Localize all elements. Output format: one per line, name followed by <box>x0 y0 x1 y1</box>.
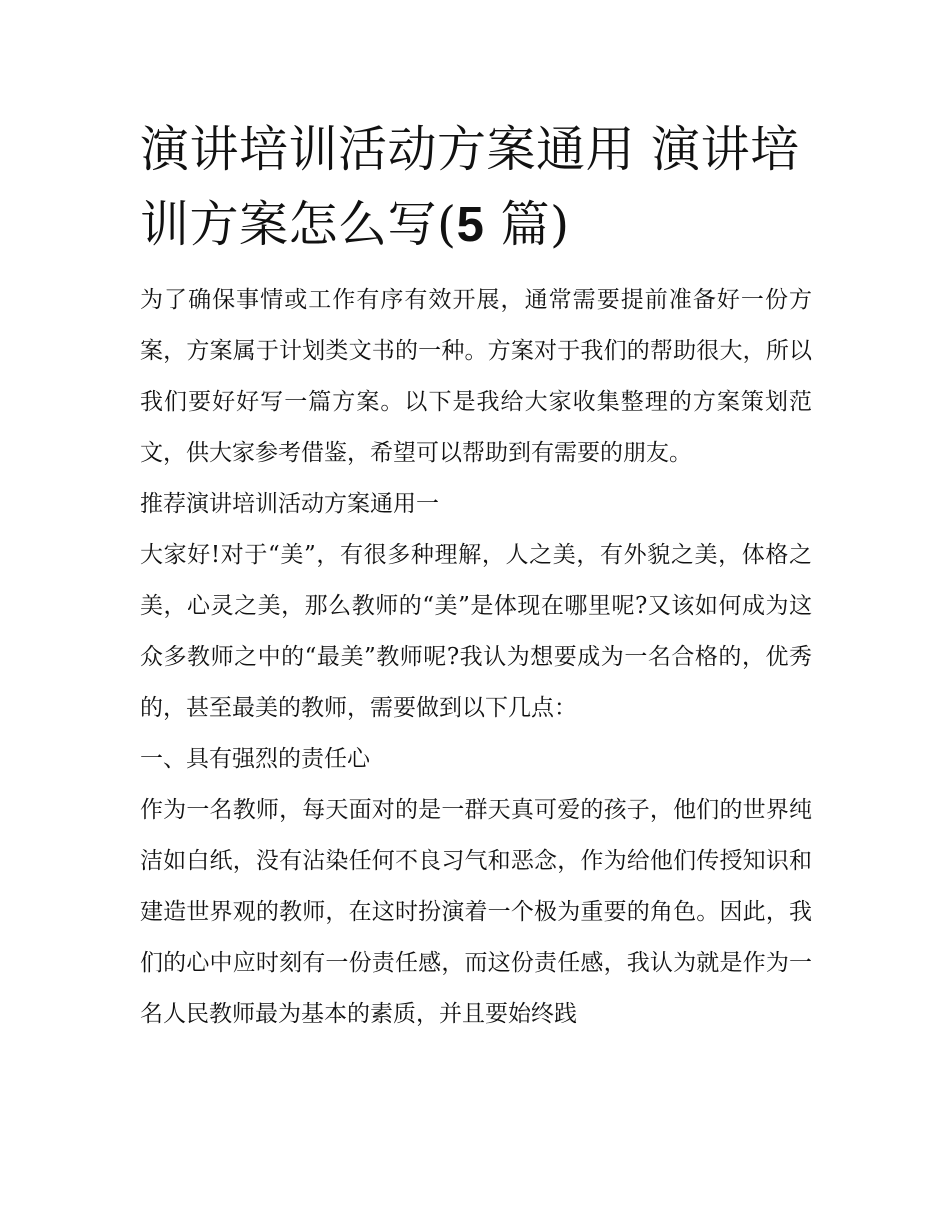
speech-opening-paragraph: 大家好!对于“美”，有很多种理解，人之美，有外貌之美，体格之美，心灵之美，那么教师的“美”是体现在哪里呢?又该如何成为这众多教师之中的“最美”教师呢?我认为想要成为一名合格的，优秀的，甚至最美的教师，需要做到以下几点： <box>140 542 812 721</box>
document-page <box>140 112 812 1040</box>
title-main: 演讲培训活动方案通用 演讲培训方案怎么写( <box>140 121 800 253</box>
title-tail: 篇) <box>484 196 570 253</box>
intro-paragraph: 为了确保事情或工作有序有效开展，通常需要提前准备好一份方案，方案属于计划类文书的一种。方案对于我们的帮助很大，所以我们要好好写一篇方案。以下是我给大家收集整理的方案策划范文，供大家参考借鉴，希望可以帮助到有需要的朋友。 <box>140 287 812 466</box>
section-heading-responsibility: 一、具有强烈的责任心 <box>140 746 370 772</box>
responsibility-paragraph: 作为一名教师，每天面对的是一群天真可爱的孩子，他们的世界纯洁如白纸，没有沾染任何不良习气和恶念，作为给他们传授知识和建造世界观的教师，在这时扮演着一个极为重要的角色。因此，我们的心中应时刻有一份责任感，而这份责任感，我认为就是作为一名人民教师最为基本的素质，并且要始终践 <box>140 797 812 1027</box>
document-title <box>140 112 812 263</box>
title-number: 5 <box>456 198 485 252</box>
section-heading-recommend: 推荐演讲培训活动方案通用一 <box>140 491 439 517</box>
